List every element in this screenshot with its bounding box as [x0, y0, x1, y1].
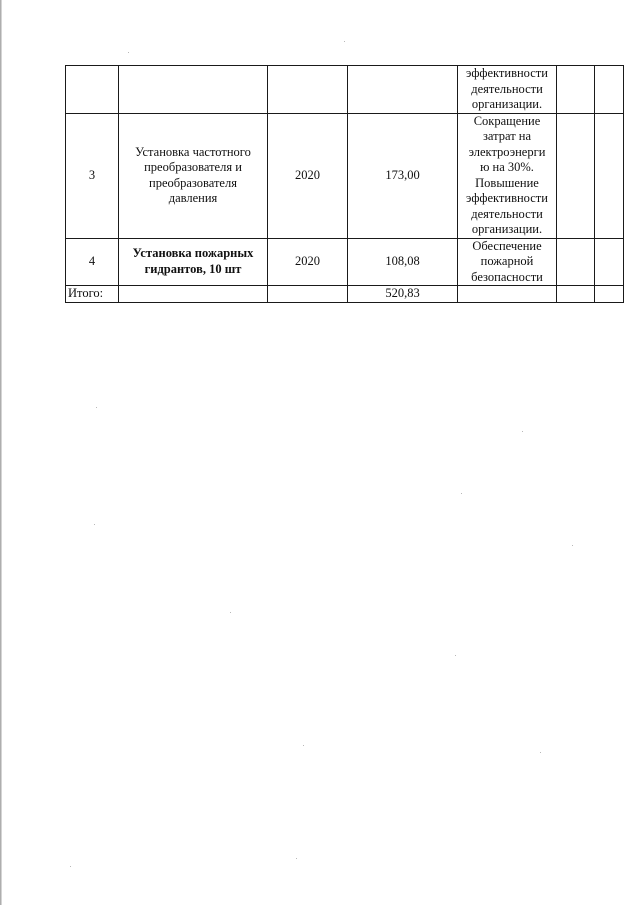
scan-speck	[296, 858, 297, 859]
measures-table	[65, 65, 624, 303]
scan-speck	[303, 745, 304, 746]
table-row	[66, 113, 624, 238]
measure-name-cell	[119, 66, 268, 114]
scan-speck	[96, 407, 97, 408]
total-year-cell	[268, 286, 348, 303]
total-label: Итого:	[66, 286, 119, 303]
row-number-cell	[66, 66, 119, 114]
sum-cell	[348, 66, 458, 114]
extra-cell-1	[557, 113, 595, 238]
extra-cell-2	[595, 113, 624, 238]
row-number-cell: 3	[66, 113, 119, 238]
row-number-cell: 4	[66, 238, 119, 286]
scan-speck	[128, 52, 129, 53]
effect-cell: эффективности деятельности организации.	[458, 66, 557, 114]
year-cell: 2020	[268, 238, 348, 286]
scan-speck	[230, 612, 231, 613]
extra-cell-2	[595, 238, 624, 286]
scan-speck	[344, 41, 345, 42]
measure-name-cell: Установка частотного преобразователя и преобразователя давления	[119, 113, 268, 238]
scan-speck	[522, 431, 523, 432]
effect-cell: Обеспечение пожарной безопасности	[458, 238, 557, 286]
scan-speck	[572, 545, 573, 546]
scan-speck	[461, 493, 462, 494]
measure-name-cell: Установка пожарных гидрантов, 10 шт	[119, 238, 268, 286]
year-cell: 2020	[268, 113, 348, 238]
scan-speck	[70, 866, 71, 867]
total-name-cell	[119, 286, 268, 303]
effect-cell: Сокращение затрат на электроэнерги ю на 30%. Повышение эффективности деятельности организации.	[458, 113, 557, 238]
scan-speck	[540, 752, 541, 753]
extra-cell-1	[557, 66, 595, 114]
total-sum: 520,83	[348, 286, 458, 303]
page-edge-shadow	[0, 0, 2, 905]
total-extra-cell-1	[557, 286, 595, 303]
extra-cell-1	[557, 238, 595, 286]
scan-speck	[455, 655, 456, 656]
year-cell	[268, 66, 348, 114]
sum-cell: 173,00	[348, 113, 458, 238]
table-row	[66, 238, 624, 286]
total-effect-cell	[458, 286, 557, 303]
scan-speck	[94, 524, 95, 525]
table-row	[66, 66, 624, 114]
extra-cell-2	[595, 66, 624, 114]
sum-cell: 108,08	[348, 238, 458, 286]
total-extra-cell-2	[595, 286, 624, 303]
total-row	[66, 286, 624, 303]
